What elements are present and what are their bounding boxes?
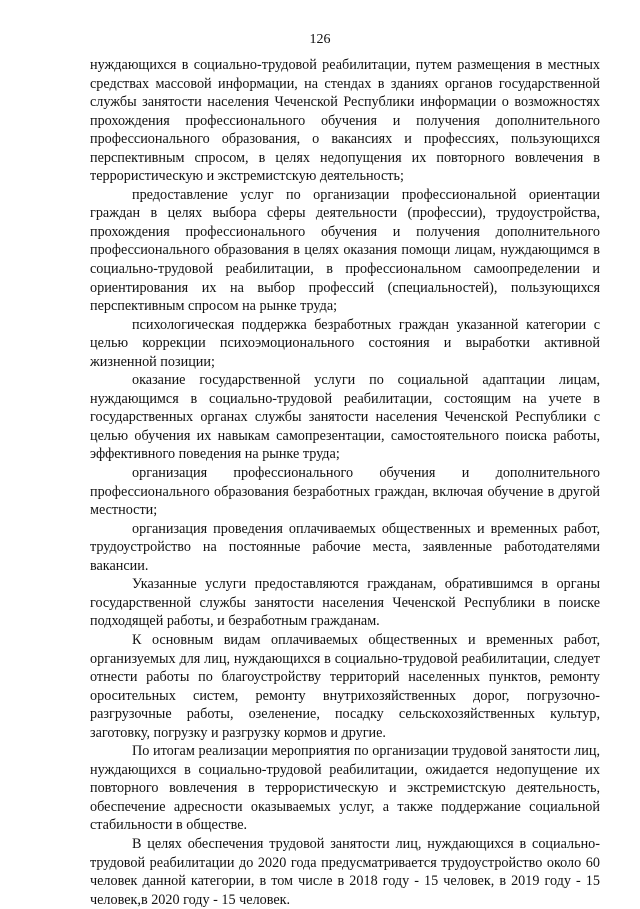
paragraph-career-guidance: предоставление услуг по организации профессиональной ориентации граждан в целях выбора сферы деятельности (профессии), трудоустройства, прохождения профессионального обучения и получения дополнительного профессионального образования в целях оказания помощи лицам, нуждающимся в социально-трудовой реабилитации, в профессиональном самоопределении и ориентирования их на выбор профессий (специальностей), пользующихся перспективным спросом на рынке труда; (90, 186, 600, 315)
paragraph-continuation: нуждающихся в социально-трудовой реабилитации, путем размещения в местных средствах массовой информации, на стендах в зданиях органов государственной службы занятости населения Чеченской Республики информации о возможностях прохождения профессионального обучения и получения дополнительного профессионального образования, о вакансиях и профессиях, пользующихся перспективным спросом, в целях недопущения их повторного вовлечения в террористическую и экстремистскую деятельность; (90, 57, 600, 185)
page-number: 126 (309, 32, 331, 47)
body-text (90, 56, 600, 909)
paragraph-psychological-support: психологическая поддержка безработных граждан указанной категории с целью коррекции психоэмоционального состояния и выработки активной жизненной позиции; (90, 316, 600, 370)
paragraph-services-provided: Указанные услуги предоставляются гражданам, обратившимся в органы государственной службы занятости населения Чеченской Республики в поиске подходящей работы, и безработным гражданам. (90, 576, 600, 630)
paragraph-employment-targets: В целях обеспечения трудовой занятости лиц, нуждающихся в социально-трудовой реабилитации до 2020 года предусматривается трудоустройство около 60 человек данной категории, в том числе в 2018 году - 15 человек, в 2019 году - 15 человек,в 2020 году - 15 человек. (90, 835, 600, 908)
paragraph-paid-public-works: организация проведения оплачиваемых общественных и временных работ, трудоустройство на постоянные рабочие места, заявленные работодателями вакансии. (90, 520, 600, 574)
paragraph-social-adaptation: оказание государственной услуги по социальной адаптации лицам, нуждающимся в социально-трудовой реабилитации, состоящим на учете в государственных органах службы занятости населения Чеченской Республики с целью обучения их навыкам самопрезентации, самостоятельного поиска работы, эффективного поведения на рынке труда; (90, 372, 600, 463)
paragraph-professional-training: организация профессионального обучения и дополнительного профессионального образования безработных граждан, включая обучение в другой местности; (90, 465, 600, 519)
paragraph-expected-results: По итогам реализации мероприятия по организации трудовой занятости лиц, нуждающихся в социально-трудовой реабилитации, ожидается недопущение их повторного вовлечения в террористическую и экстремистскую деятельность, обеспечение адресности оказываемых услуг, а также поддержание социальной стабильности в обществе. (90, 743, 600, 834)
paragraph-types-of-works: К основным видам оплачиваемых общественных и временных работ, организуемых для лиц, нуждающихся в социально-трудовой реабилитации, следует отнести работы по благоустройству территорий населенных пунктов, ремонту оросительных систем, ремонту внутрихозяйственных дорог, погрузочно-разгрузочные работы, озеленение, посадку сельскохозяйственных культур, заготовку, погрузку и разгрузку кормов и другие. (90, 631, 600, 741)
